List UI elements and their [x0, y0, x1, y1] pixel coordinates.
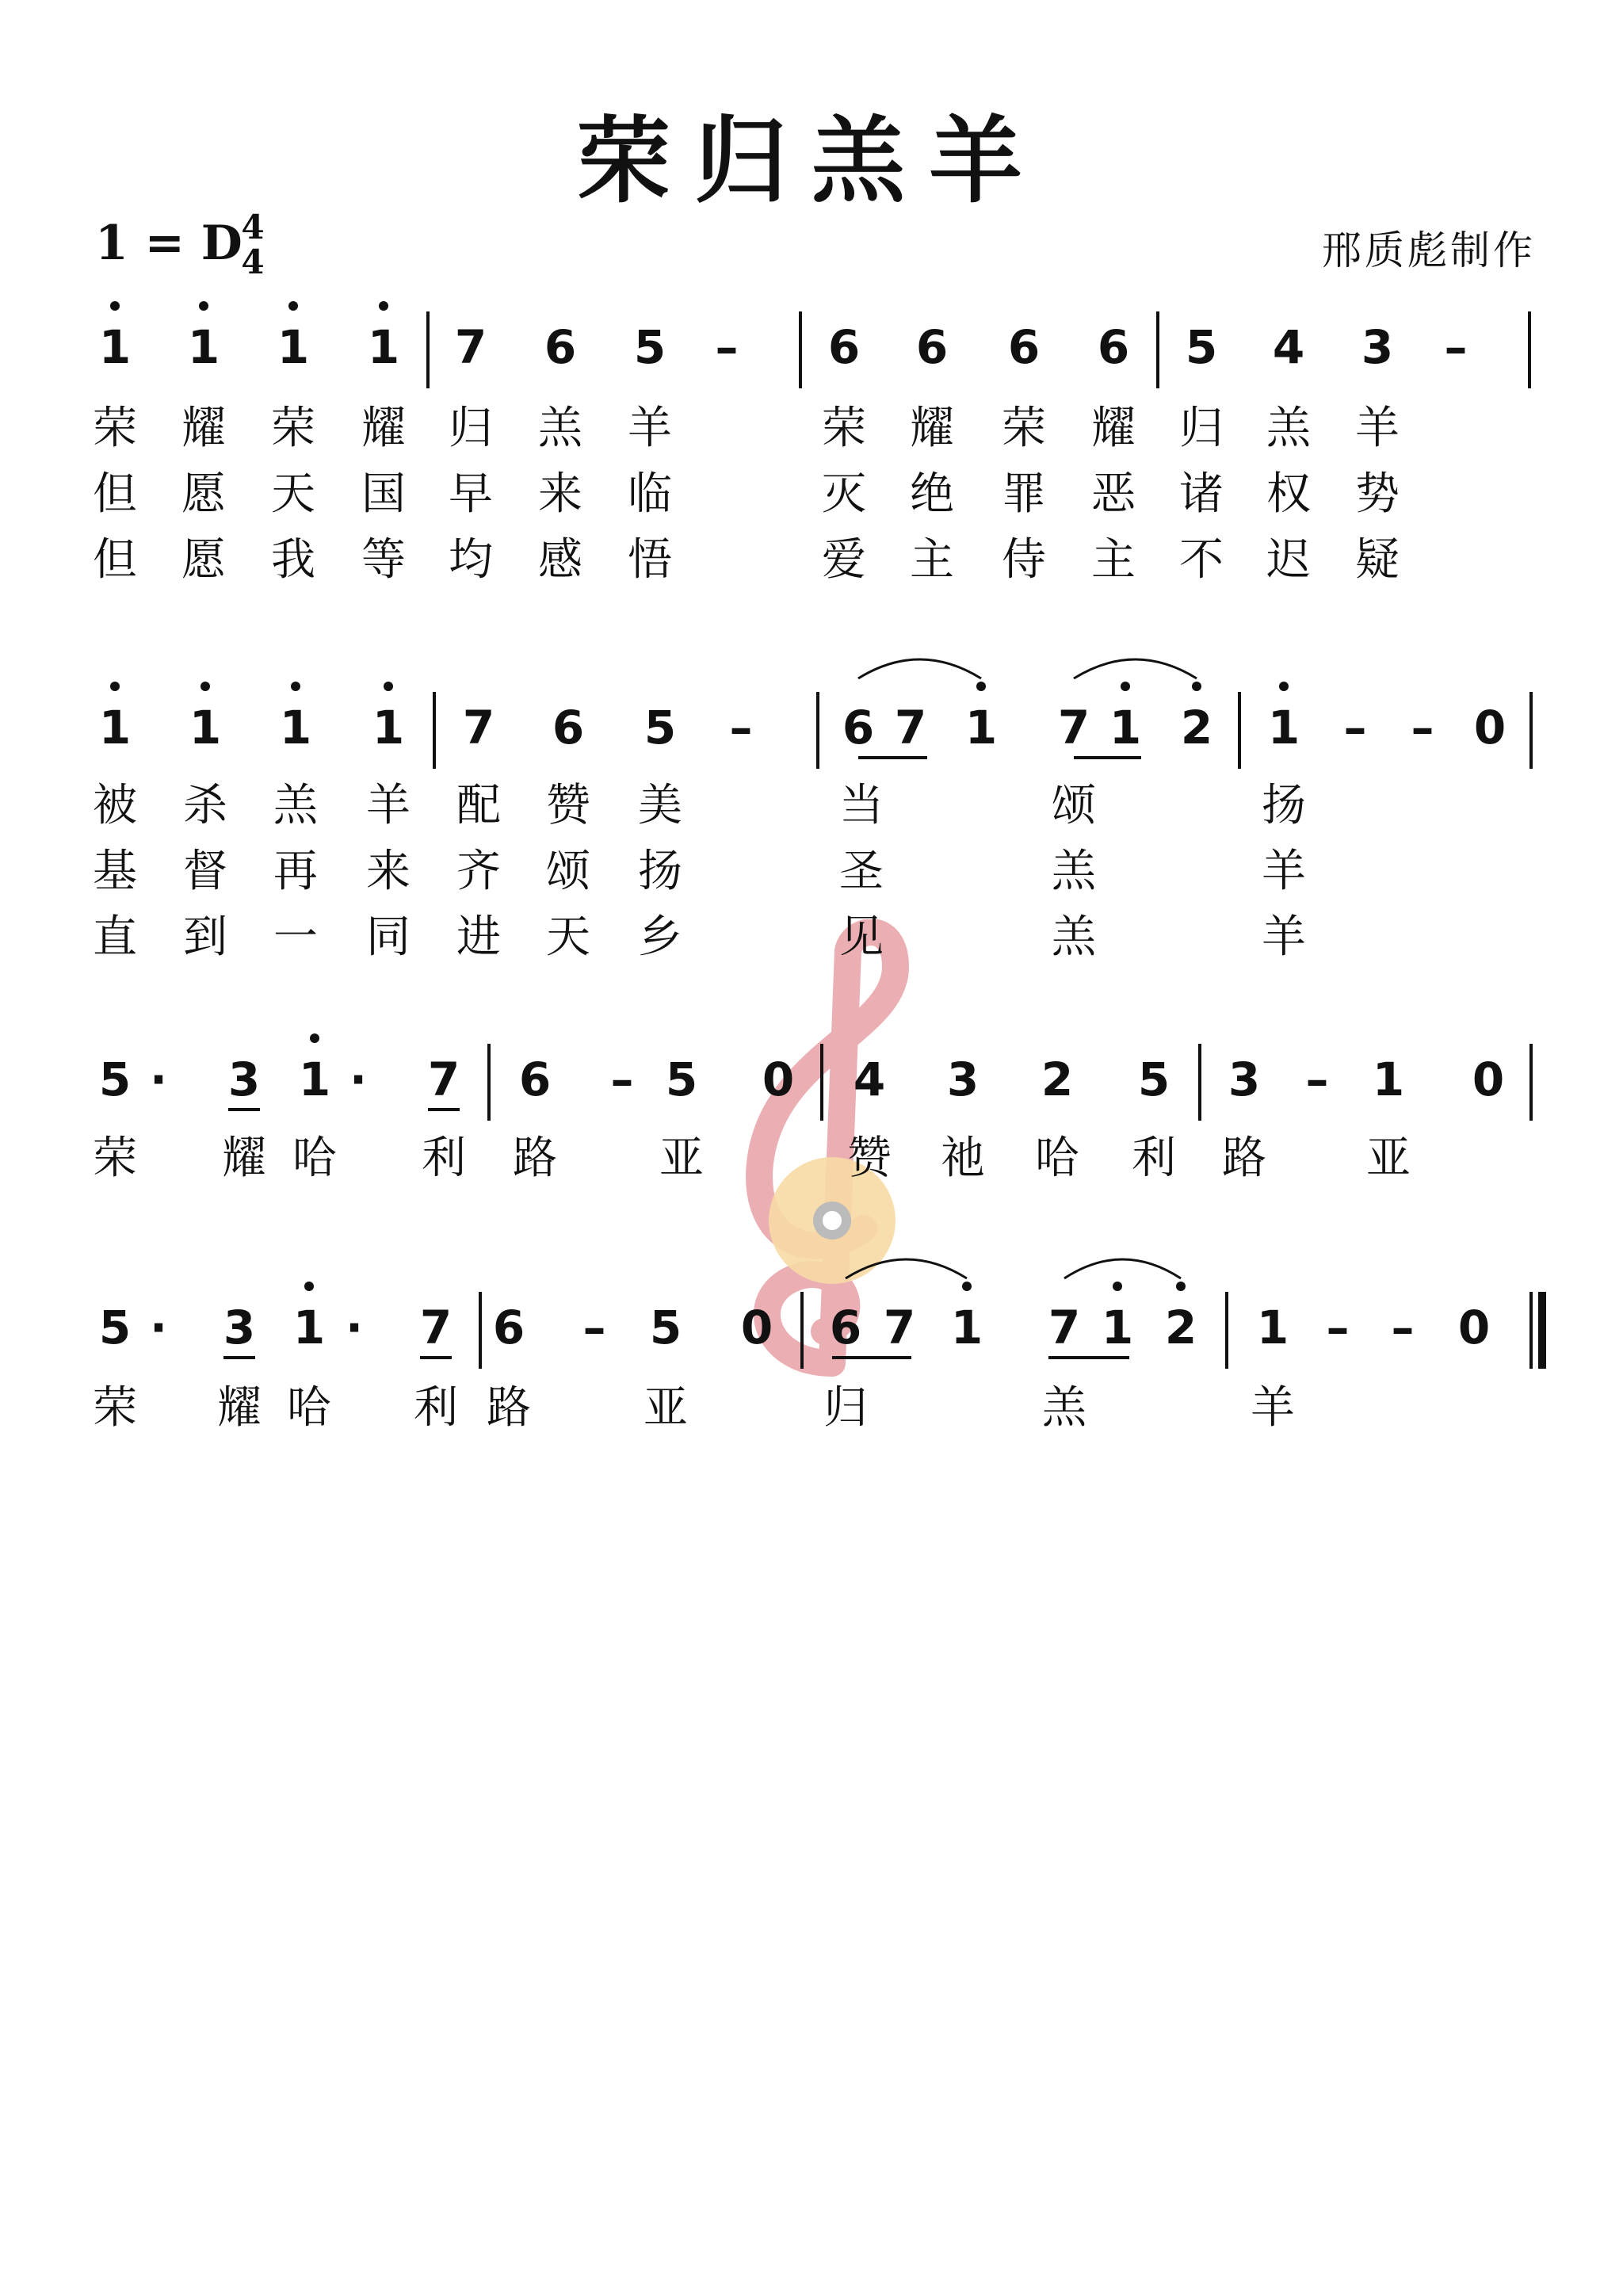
- note-dash: –: [610, 1052, 634, 1106]
- octave-high-dot: [976, 682, 986, 691]
- lyric-char: 耀: [181, 403, 226, 454]
- lyric-char: 均: [449, 534, 493, 586]
- note: 3: [1361, 320, 1394, 374]
- note-dash: –: [729, 701, 753, 755]
- note: 1: [277, 320, 310, 374]
- lyric-char: 归: [1179, 403, 1224, 454]
- lyric-char: 利: [1132, 1133, 1176, 1184]
- note: 3: [1228, 1052, 1261, 1106]
- note: 6: [829, 1301, 862, 1354]
- lyric-char: 荣: [822, 403, 866, 454]
- note: 1: [1109, 701, 1142, 755]
- lyric-char: 基: [93, 846, 137, 897]
- author-credit: 邢质彪制作: [1322, 227, 1536, 273]
- note: 6: [552, 701, 585, 755]
- lyric-char: 到: [183, 911, 227, 963]
- lyric-char: 愿: [181, 468, 226, 520]
- note: 0: [1457, 1301, 1491, 1354]
- octave-high-dot: [962, 1282, 972, 1291]
- lyric-char: 荣: [93, 1382, 137, 1434]
- note: 5: [649, 1301, 682, 1354]
- note: 3: [223, 1301, 256, 1354]
- lyric-char: 耀: [1091, 403, 1136, 454]
- note: 6: [1097, 320, 1130, 374]
- lyric-char: 祂: [941, 1133, 985, 1184]
- lyric-char: 一: [273, 911, 318, 963]
- lyric-char: 荣: [271, 403, 315, 454]
- note: 0: [762, 1052, 795, 1106]
- note-dot: ·: [149, 1301, 168, 1354]
- slur-arc: [1064, 1259, 1181, 1278]
- time-signature: [233, 208, 273, 281]
- lyric-char: 见: [839, 911, 884, 963]
- lyric-char: 美: [638, 780, 682, 831]
- lyric-char: 羔: [273, 780, 318, 831]
- lyric-char: 来: [366, 846, 411, 897]
- lyric-char: 羔: [1266, 403, 1311, 454]
- note: 1: [372, 701, 405, 755]
- lyric-char: 早: [449, 468, 493, 520]
- lyric-char: 路: [513, 1133, 557, 1184]
- lyric-char: 羊: [1262, 911, 1306, 963]
- lyric-char: 感: [538, 534, 582, 586]
- octave-high-dot: [1192, 682, 1201, 691]
- note: 7: [419, 1301, 453, 1354]
- lyric-char: 利: [414, 1382, 458, 1434]
- note: 2: [1041, 1052, 1074, 1106]
- note: 7: [462, 701, 495, 755]
- octave-high-dot: [1121, 682, 1130, 691]
- note: 1: [964, 701, 998, 755]
- lyric-char: 利: [422, 1133, 466, 1184]
- lyric-char: 权: [1266, 468, 1311, 520]
- lyric-char: 扬: [638, 846, 682, 897]
- note: 7: [894, 701, 927, 755]
- note: 1: [1372, 1052, 1405, 1106]
- lyric-char: 羊: [1355, 403, 1400, 454]
- lyric-char: 羊: [366, 780, 411, 831]
- lyric-char: 赞: [546, 780, 590, 831]
- lyric-char: 但: [93, 534, 137, 586]
- lyric-char: 诸: [1179, 468, 1224, 520]
- lyric-char: 主: [910, 534, 954, 586]
- lyric-char: 但: [93, 468, 137, 520]
- lyric-char: 罪: [1002, 468, 1046, 520]
- lyric-char: 耀: [361, 403, 406, 454]
- octave-high-dot: [379, 301, 388, 311]
- note-dash: –: [1343, 701, 1367, 755]
- lyric-char: 路: [1222, 1133, 1266, 1184]
- key-signature: 1 = D: [95, 216, 242, 271]
- lyric-char: 圣: [839, 846, 884, 897]
- lyric-char: 归: [823, 1382, 868, 1434]
- note: 1: [950, 1301, 983, 1354]
- lyric-char: 耀: [222, 1133, 266, 1184]
- note: 6: [518, 1052, 552, 1106]
- note: 6: [1007, 320, 1041, 374]
- lyric-char: 羔: [538, 403, 582, 454]
- lyric-char: 荣: [93, 1133, 137, 1184]
- slur-arc: [1074, 659, 1197, 678]
- lyric-char: 恶: [1091, 468, 1136, 520]
- lyric-char: 侍: [1002, 534, 1046, 586]
- lyric-char: 被: [93, 780, 137, 831]
- note: 5: [665, 1052, 698, 1106]
- lyric-char: 督: [183, 846, 227, 897]
- lyric-char: 乡: [638, 911, 682, 963]
- note: 5: [643, 701, 677, 755]
- octave-high-dot: [304, 1282, 314, 1291]
- note: 1: [1101, 1301, 1134, 1354]
- note: 2: [1164, 1301, 1197, 1354]
- lyric-char: 耀: [217, 1382, 262, 1434]
- lyric-char: 颂: [1052, 780, 1096, 831]
- octave-high-dot: [1113, 1282, 1122, 1291]
- lyric-char: 齐: [456, 846, 501, 897]
- lyric-char: 爱: [822, 534, 866, 586]
- note-dash: –: [1326, 1301, 1350, 1354]
- lyric-char: 迟: [1266, 534, 1311, 586]
- lyric-char: 亚: [1366, 1133, 1411, 1184]
- note: 7: [1048, 1301, 1081, 1354]
- note-dot: ·: [349, 1052, 368, 1106]
- note: 0: [1473, 701, 1507, 755]
- octave-high-dot: [310, 1033, 319, 1043]
- lyric-char: 当: [839, 780, 884, 831]
- slur-arc: [858, 659, 981, 678]
- octave-high-dot: [291, 682, 300, 691]
- note-dot: ·: [345, 1301, 364, 1354]
- note: 5: [1185, 320, 1218, 374]
- lyric-char: 势: [1355, 468, 1400, 520]
- lyric-char: 扬: [1262, 780, 1306, 831]
- lyric-char: 疑: [1355, 534, 1400, 586]
- lyric-char: 亚: [659, 1133, 704, 1184]
- octave-high-dot: [199, 301, 208, 311]
- lyric-char: 颂: [546, 846, 590, 897]
- lyric-char: 国: [361, 468, 406, 520]
- lyric-char: 主: [1091, 534, 1136, 586]
- octave-high-dot: [288, 301, 298, 311]
- note: 6: [492, 1301, 525, 1354]
- note: 1: [187, 320, 220, 374]
- note: 5: [98, 1301, 132, 1354]
- lyric-char: 再: [273, 846, 318, 897]
- note: 1: [279, 701, 312, 755]
- note-dash: –: [582, 1301, 606, 1354]
- octave-high-dot: [1176, 1282, 1186, 1291]
- octave-high-dot: [384, 682, 393, 691]
- lyric-char: 等: [361, 534, 406, 586]
- lyric-char: 荣: [1002, 403, 1046, 454]
- lyric-char: 哈: [1035, 1133, 1079, 1184]
- lyric-char: 我: [271, 534, 315, 586]
- note: 1: [98, 320, 132, 374]
- lyric-char: 灭: [822, 468, 866, 520]
- octave-high-dot: [200, 682, 210, 691]
- lyric-char: 羊: [628, 403, 672, 454]
- lyric-char: 羊: [1251, 1382, 1295, 1434]
- lyric-char: 来: [538, 468, 582, 520]
- lyric-char: 不: [1179, 534, 1224, 586]
- lyric-char: 愿: [181, 534, 226, 586]
- octave-high-dot: [110, 301, 120, 311]
- lyric-char: 归: [449, 403, 493, 454]
- lyric-char: 悟: [628, 534, 672, 586]
- lyric-char: 绝: [910, 468, 954, 520]
- note-dash: –: [1305, 1052, 1329, 1106]
- note: 6: [842, 701, 875, 755]
- lyric-char: 直: [93, 911, 137, 963]
- note: 1: [298, 1052, 331, 1106]
- octave-high-dot: [110, 682, 120, 691]
- lyric-char: 羔: [1052, 911, 1096, 963]
- lyric-char: 进: [456, 911, 501, 963]
- note: 7: [883, 1301, 916, 1354]
- lyric-char: 天: [546, 911, 590, 963]
- octave-high-dot: [1279, 682, 1289, 691]
- note-dash: –: [1411, 701, 1434, 755]
- lyric-char: 路: [487, 1382, 531, 1434]
- note: 7: [427, 1052, 460, 1106]
- note: 0: [740, 1301, 773, 1354]
- note: 1: [189, 701, 222, 755]
- time-signature-bottom: 4: [241, 243, 265, 281]
- note: 5: [633, 320, 666, 374]
- song-title: 荣归羔羊: [576, 105, 1046, 216]
- note: 7: [454, 320, 487, 374]
- note: 1: [292, 1301, 326, 1354]
- lyric-char: 亚: [643, 1382, 688, 1434]
- note-dash: –: [715, 320, 739, 374]
- lyric-char: 临: [628, 468, 672, 520]
- note: 7: [1057, 701, 1090, 755]
- note: 3: [227, 1052, 261, 1106]
- lyric-char: 哈: [292, 1133, 337, 1184]
- note: 1: [1267, 701, 1300, 755]
- lyric-char: 配: [456, 780, 501, 831]
- note: 1: [98, 701, 132, 755]
- note: 3: [946, 1052, 980, 1106]
- note: 5: [98, 1052, 132, 1106]
- note: 1: [367, 320, 400, 374]
- lyric-char: 羔: [1052, 846, 1096, 897]
- lyric-char: 耀: [910, 403, 954, 454]
- note: 5: [1137, 1052, 1170, 1106]
- note-dash: –: [1391, 1301, 1415, 1354]
- lyric-char: 杀: [183, 780, 227, 831]
- note: 6: [915, 320, 949, 374]
- note: 4: [1272, 320, 1305, 374]
- note: 1: [1256, 1301, 1289, 1354]
- note: 0: [1472, 1052, 1505, 1106]
- note-dash: –: [1444, 320, 1468, 374]
- lyric-char: 哈: [287, 1382, 331, 1434]
- note: 6: [544, 320, 577, 374]
- lyric-char: 赞: [847, 1133, 892, 1184]
- note: 6: [827, 320, 861, 374]
- lyric-char: 荣: [93, 403, 137, 454]
- lyric-char: 天: [271, 468, 315, 520]
- note: 2: [1180, 701, 1213, 755]
- lyric-char: 同: [366, 911, 411, 963]
- note-dot: ·: [149, 1052, 168, 1106]
- lyric-char: 羔: [1042, 1382, 1086, 1434]
- note: 4: [853, 1052, 886, 1106]
- time-signature-top: 4: [241, 208, 265, 246]
- lyric-char: 羊: [1262, 846, 1306, 897]
